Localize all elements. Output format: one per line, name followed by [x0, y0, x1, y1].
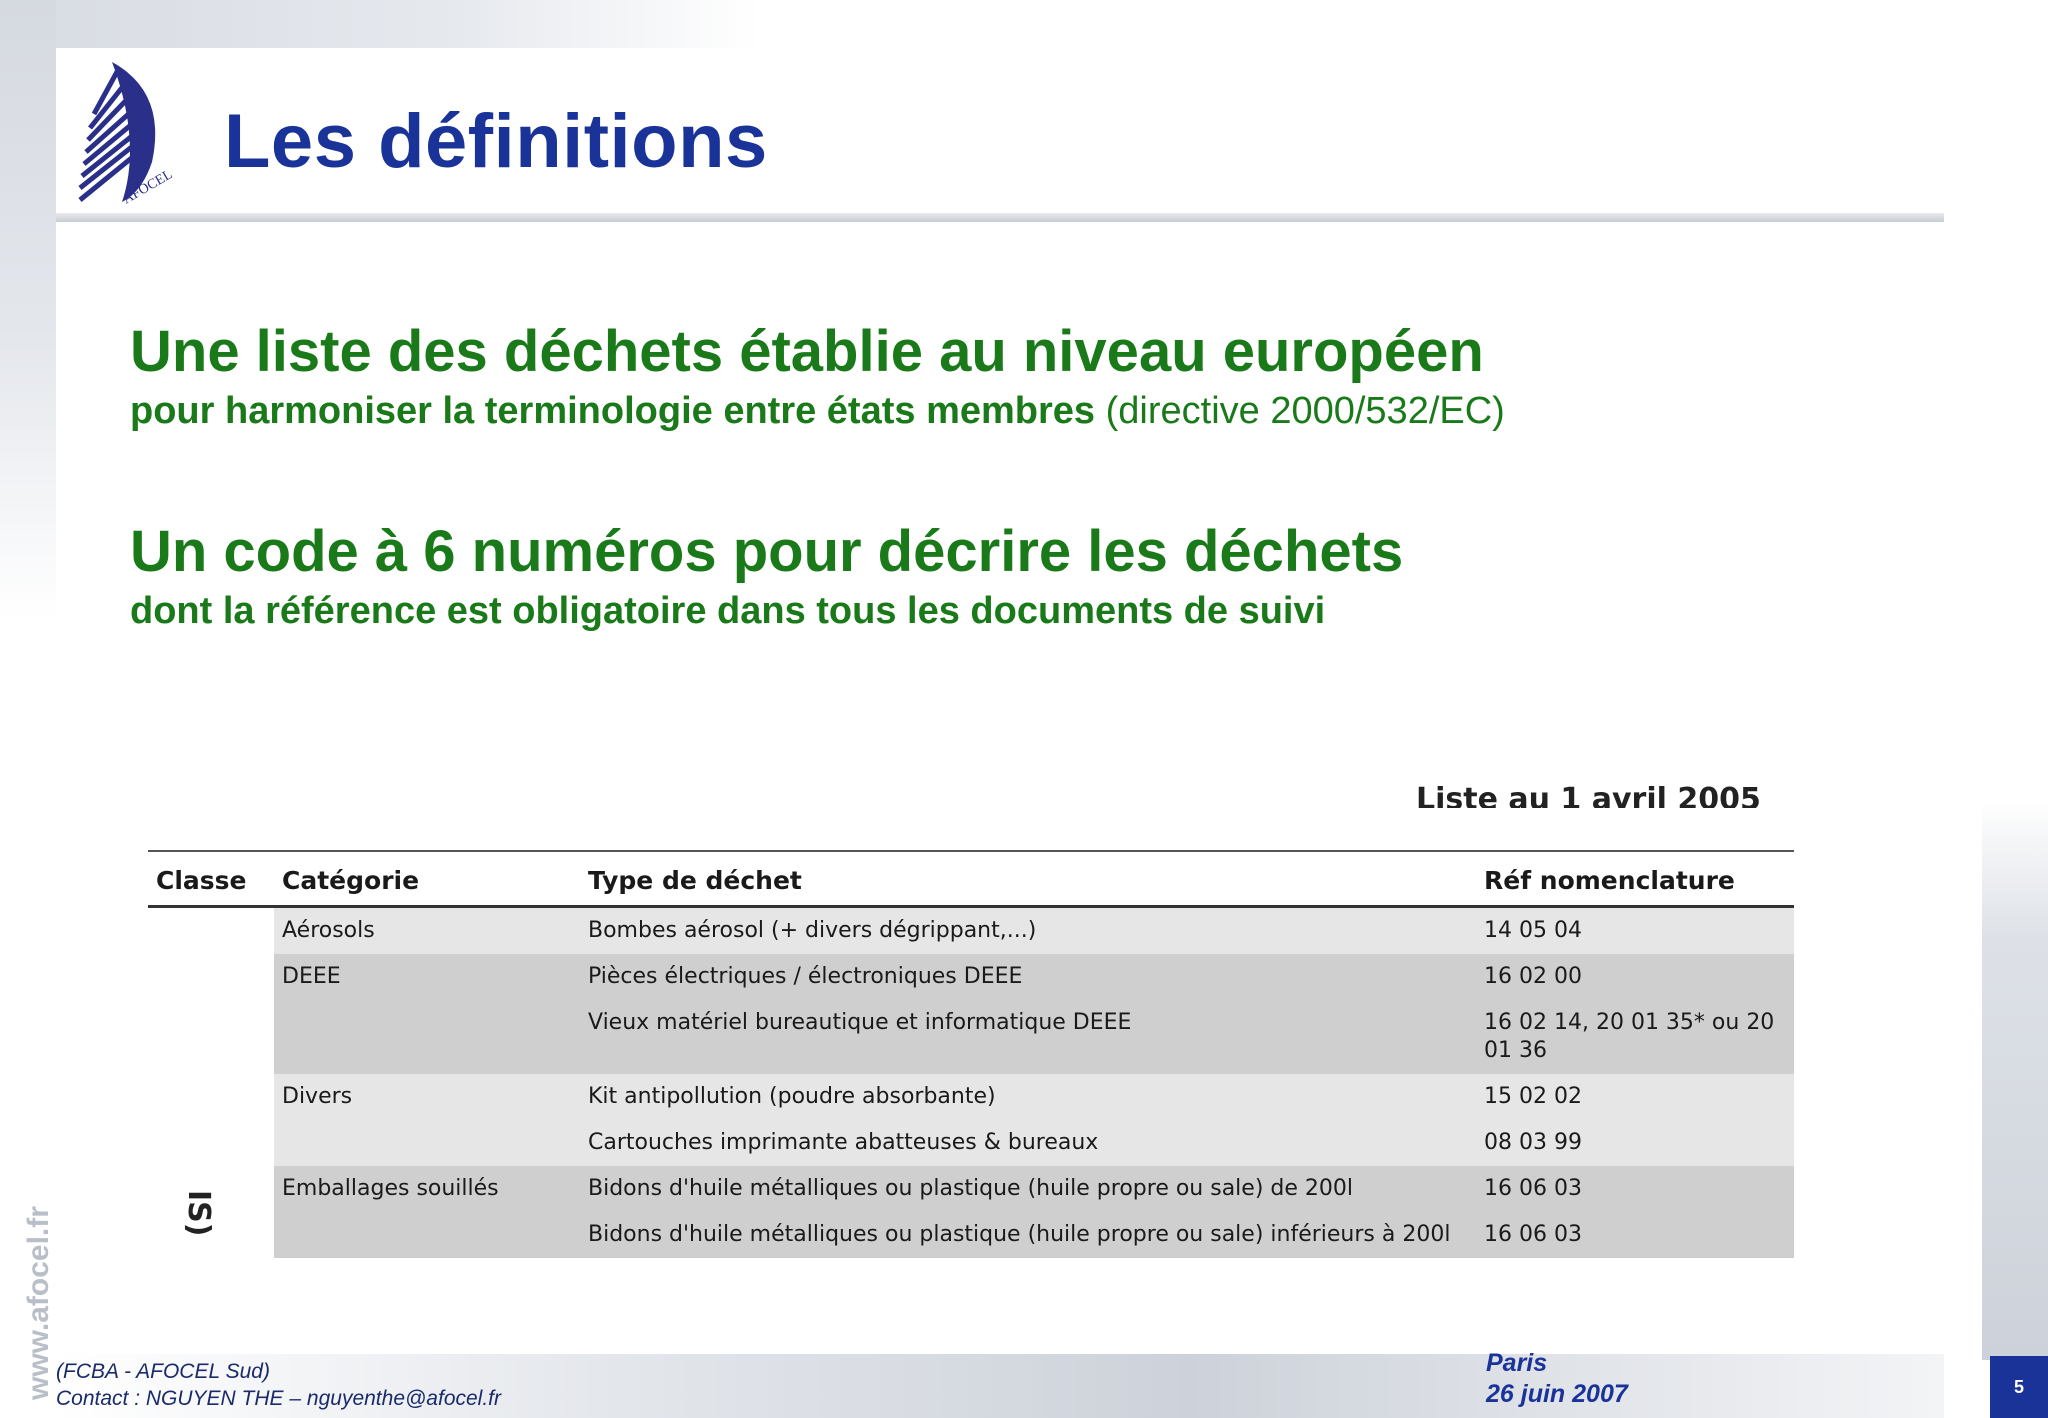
- cell-type: Bidons d'huile métalliques ou plastique (huile propre ou sale) inférieurs à 200l: [580, 1212, 1476, 1258]
- right-decoration-band: [1982, 800, 2048, 1360]
- cell-category: Aérosols: [274, 907, 580, 955]
- table-row: [148, 1212, 1794, 1258]
- cell-ref: 16 02 00: [1476, 954, 1794, 1000]
- table-row: [148, 1000, 1794, 1074]
- page-title: Les définitions: [224, 99, 768, 184]
- vertical-website-url: www.afocel.fr: [22, 1206, 55, 1400]
- table-caption: Liste au 1 avril 2005: [1416, 782, 1761, 808]
- cell-category: [274, 1000, 580, 1074]
- left-decoration-band: [0, 0, 56, 620]
- footer-contact: Contact : NGUYEN THE – nguyenthe@afocel.fr: [56, 1387, 502, 1410]
- section1-subheading: [130, 390, 1505, 433]
- table-header-row: [148, 851, 1794, 907]
- afocel-logo: [72, 52, 194, 212]
- cell-type: Pièces électriques / électroniques DEEE: [580, 954, 1476, 1000]
- cell-type: Bombes aérosol (+ divers dégrippant,...): [580, 907, 1476, 955]
- footer-city: Paris: [1486, 1349, 1548, 1377]
- footer-date: 26 juin 2007: [1486, 1380, 1628, 1408]
- cell-ref: 14 05 04: [1476, 907, 1794, 955]
- footer-org: (FCBA - AFOCEL Sud): [56, 1360, 270, 1383]
- table-row: [148, 954, 1794, 1000]
- cell-ref: 16 06 03: [1476, 1166, 1794, 1212]
- cell-category: [274, 1120, 580, 1166]
- cell-ref: 15 02 02: [1476, 1074, 1794, 1120]
- section1-sub-bold: pour harmoniser la terminologie entre états membres: [130, 390, 1096, 432]
- table-row: [148, 1166, 1794, 1212]
- cell-type: Kit antipollution (poudre absorbante): [580, 1074, 1476, 1120]
- cell-type: Bidons d'huile métalliques ou plastique (huile propre ou sale) de 200l: [580, 1166, 1476, 1212]
- section2-heading: Un code à 6 numéros pour décrire les déchets: [130, 519, 1404, 584]
- page-number-badge: 5: [1990, 1356, 2048, 1418]
- cell-ref: 16 02 14, 20 01 35* ou 20 01 36: [1476, 1000, 1794, 1074]
- cell-type: Cartouches imprimante abatteuses & bureaux: [580, 1120, 1476, 1166]
- cell-type: Vieux matériel bureautique et informatique DEEE: [580, 1000, 1476, 1074]
- col-header-type: Type de déchet: [580, 851, 1476, 907]
- col-header-classe: Classe: [148, 851, 274, 907]
- footer-contact-block: [56, 1358, 501, 1412]
- cell-category: Divers: [274, 1074, 580, 1120]
- footer-place-date: [1486, 1348, 1628, 1410]
- waste-table: [148, 850, 1794, 1258]
- table-row: [148, 907, 1794, 955]
- header-divider: [56, 213, 1944, 222]
- cell-category: DEEE: [274, 954, 580, 1000]
- cell-category: Emballages souillés: [274, 1166, 580, 1212]
- cell-category: [274, 1212, 580, 1258]
- cell-ref: 08 03 99: [1476, 1120, 1794, 1166]
- table-row: [148, 1074, 1794, 1120]
- cell-ref: 16 06 03: [1476, 1212, 1794, 1258]
- section1-heading: Une liste des déchets établie au niveau européen: [130, 319, 1484, 384]
- col-header-ref: Réf nomenclature: [1476, 851, 1794, 907]
- section2-subheading: dont la référence est obligatoire dans tous les documents de suivi: [130, 590, 1326, 632]
- table-side-label: IS): [181, 1190, 216, 1237]
- top-decoration-band: [0, 0, 760, 48]
- logo-wordmark: AFOCEL: [120, 167, 176, 208]
- section1-sub-plain: (directive 2000/532/EC): [1105, 390, 1505, 432]
- col-header-categorie: Catégorie: [274, 851, 580, 907]
- table-row: [148, 1120, 1794, 1166]
